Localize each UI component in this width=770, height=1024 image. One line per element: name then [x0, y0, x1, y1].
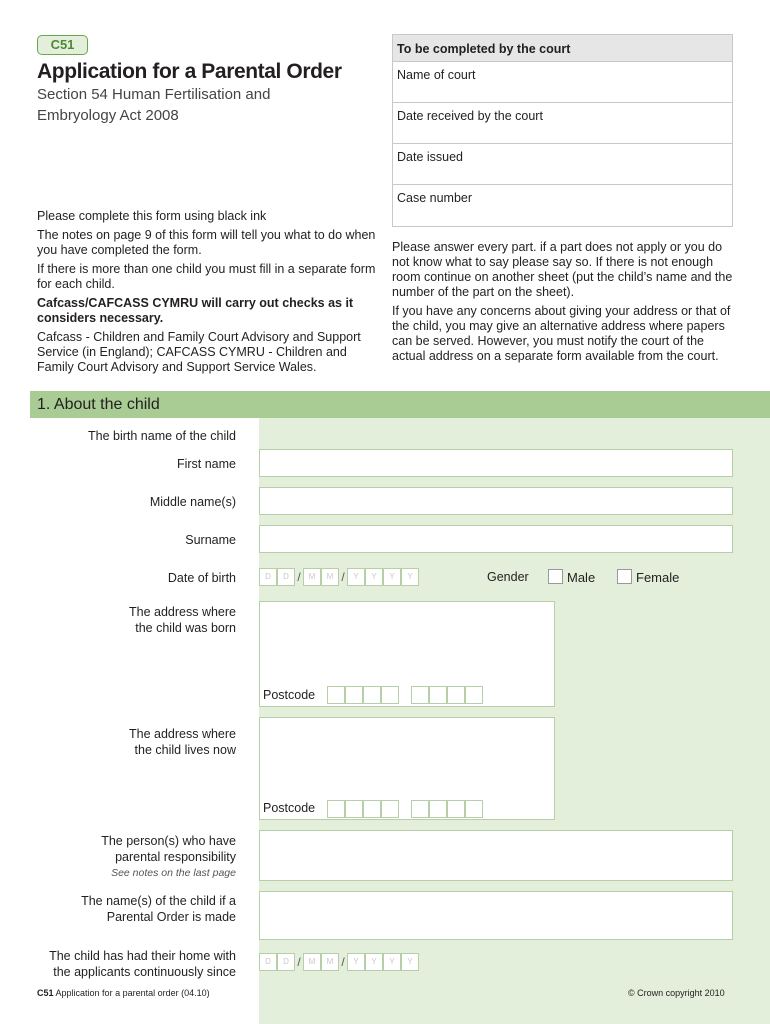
- parental-responsibility-label: [101, 833, 236, 881]
- date-separator: /: [341, 570, 345, 584]
- instruction-address-concerns: If you have any concerns about giving your address or that of the child, you may give an alternative address where papers can be served. However, you must notify the court of the actual address on a separate form available from the court.: [392, 304, 731, 363]
- home-since-year-3[interactable]: Y: [383, 953, 401, 971]
- current-postcode-inward[interactable]: [411, 800, 483, 818]
- dob-day-2[interactable]: D: [277, 568, 295, 586]
- first-name-label: First name: [176, 457, 236, 471]
- date-of-birth-input[interactable]: [259, 568, 419, 586]
- date-issued-field: Date issued: [393, 144, 732, 185]
- current-postcode-label: Postcode: [263, 801, 316, 815]
- birth-postcode-inward[interactable]: [411, 686, 483, 704]
- section-heading-about-child: 1. About the child: [30, 391, 770, 418]
- form-code-badge: C51: [37, 35, 88, 55]
- instructions-right: [392, 240, 737, 368]
- date-received-field: Date received by the court: [393, 103, 732, 144]
- home-since-date-input[interactable]: [259, 953, 419, 971]
- current-postcode-outward[interactable]: [327, 800, 399, 818]
- gender-label: Gender: [487, 570, 529, 584]
- surname-label: Surname: [185, 533, 236, 547]
- footer-form-code: C51: [37, 988, 54, 998]
- male-checkbox[interactable]: [548, 569, 563, 584]
- court-use-box: [392, 34, 733, 227]
- birth-postcode-label: Postcode: [263, 688, 316, 702]
- home-since-year-4[interactable]: Y: [401, 953, 419, 971]
- instruction-cafcass-checks: Cafcass/CAFCASS CYMRU will carry out checks as it considers necessary.: [37, 296, 354, 325]
- birth-address-label-line2: the child was born: [135, 621, 236, 635]
- date-separator: /: [297, 955, 301, 969]
- instruction-cafcass-definition: Cafcass - Children and Family Court Advisory and Support Service (in England); CAFCASS CYMRU - Children and Family Court Advisory and Support Service Wales.: [37, 330, 361, 374]
- birth-address-label: [129, 604, 236, 636]
- page-title: Application for a Parental Order: [37, 60, 342, 83]
- birth-postcode-outward[interactable]: [327, 686, 399, 704]
- instructions-left: [37, 209, 382, 379]
- page-subtitle: Section 54 Human Fertilisation and Embryology Act 2008: [37, 86, 271, 124]
- instruction-multiple-children: If there is more than one child you must fill in a separate form for each child.: [37, 262, 376, 291]
- instruction-notes: The notes on page 9 of this form will tell you what to do when you have completed the form.: [37, 228, 376, 257]
- dob-year-2[interactable]: Y: [365, 568, 383, 586]
- home-since-day-1[interactable]: D: [259, 953, 277, 971]
- home-since-day-2[interactable]: D: [277, 953, 295, 971]
- birth-address-label-line1: The address where: [128, 605, 236, 619]
- court-box-heading: To be completed by the court: [393, 35, 732, 62]
- order-name-label-line1: The name(s) of the child if a: [81, 894, 236, 908]
- instruction-answer-every-part: Please answer every part. if a part does not apply or you do not know what to say please say so. If there is not enough room continue on another sheet (put the child’s name and the number of the part on the sheet).: [392, 240, 733, 299]
- dob-month-2[interactable]: M: [321, 568, 339, 586]
- date-separator: /: [297, 570, 301, 584]
- female-checkbox[interactable]: [617, 569, 632, 584]
- instruction-black-ink: Please complete this form using black ink: [37, 209, 267, 223]
- parental-responsibility-input[interactable]: [259, 830, 733, 881]
- home-since-label-line1: The child has had their home with: [49, 949, 236, 963]
- home-since-month-1[interactable]: M: [303, 953, 321, 971]
- birth-name-label: The birth name of the child: [88, 429, 236, 443]
- first-name-input[interactable]: [259, 449, 733, 477]
- dob-year-1[interactable]: Y: [347, 568, 365, 586]
- footer-copyright: © Crown copyright 2010: [628, 988, 725, 998]
- case-number-field: Case number: [397, 191, 473, 205]
- dob-day-1[interactable]: D: [259, 568, 277, 586]
- current-address-label-line1: The address where: [128, 727, 236, 741]
- date-separator: /: [341, 955, 345, 969]
- order-name-input[interactable]: [259, 891, 733, 940]
- footer-form-reference: [37, 988, 210, 998]
- dob-year-4[interactable]: Y: [401, 568, 419, 586]
- male-label: Male: [567, 570, 596, 585]
- current-address-label: [129, 726, 236, 758]
- dob-year-3[interactable]: Y: [383, 568, 401, 586]
- parental-responsibility-label-line2: parental responsibility: [115, 850, 236, 864]
- court-name-field: Name of court: [393, 62, 732, 103]
- current-address-label-line2: the child lives now: [134, 743, 236, 757]
- home-since-year-2[interactable]: Y: [365, 953, 383, 971]
- dob-month-1[interactable]: M: [303, 568, 321, 586]
- home-since-label-line2: the applicants continuously since: [53, 965, 236, 979]
- surname-input[interactable]: [259, 525, 733, 553]
- order-name-label-line2: Parental Order is made: [106, 910, 236, 924]
- footer-form-title: Application for a parental order (04.10): [55, 988, 210, 998]
- order-name-label: [81, 893, 236, 925]
- home-since-label: [49, 948, 236, 980]
- date-of-birth-label: Date of birth: [167, 571, 236, 585]
- parental-responsibility-note: See notes on the last page: [111, 867, 236, 879]
- home-since-month-2[interactable]: M: [321, 953, 339, 971]
- parental-responsibility-label-line1: The person(s) who have: [101, 834, 236, 848]
- home-since-year-1[interactable]: Y: [347, 953, 365, 971]
- middle-name-label: Middle name(s): [149, 495, 236, 509]
- middle-name-input[interactable]: [259, 487, 733, 515]
- female-label: Female: [636, 570, 680, 585]
